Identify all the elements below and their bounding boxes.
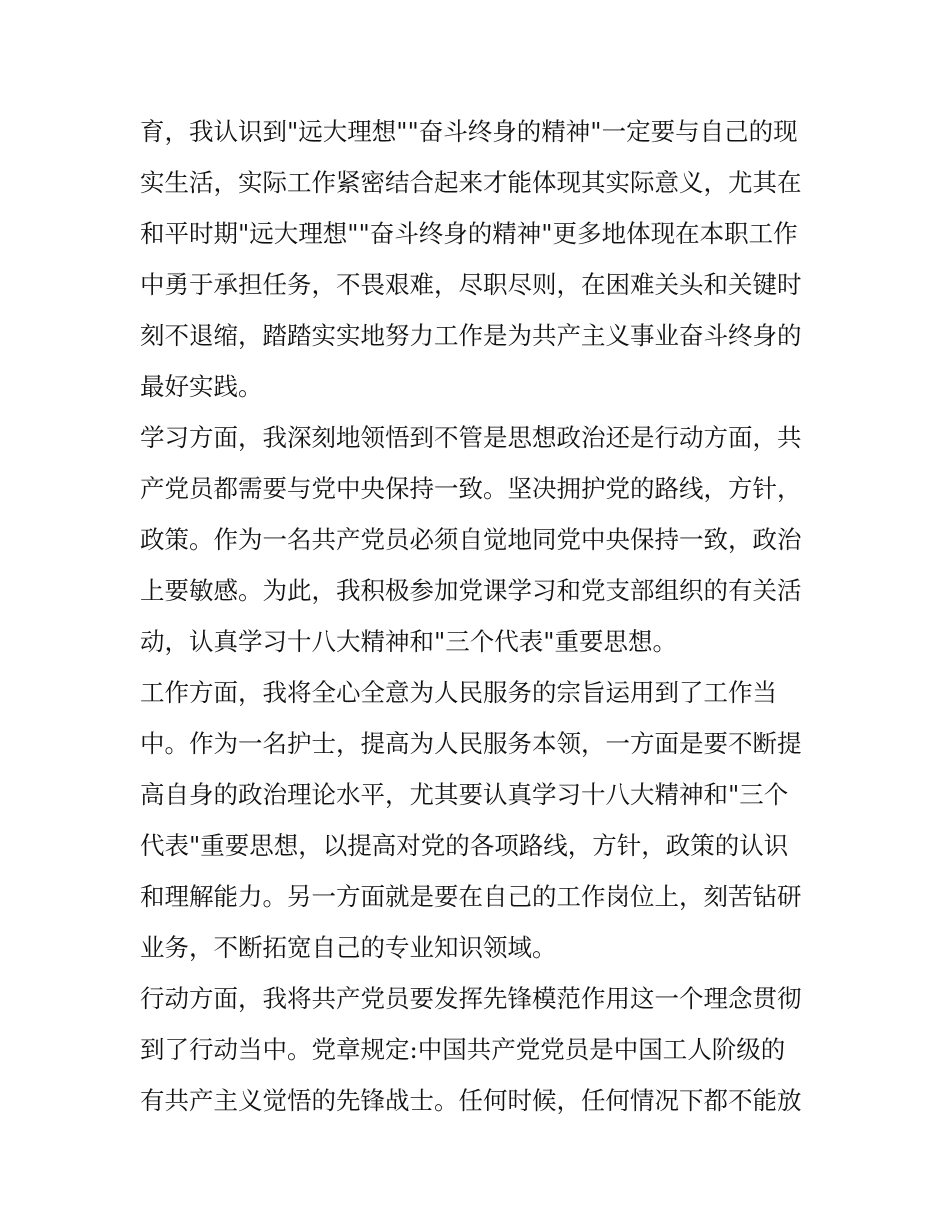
text-line: 和平时期"远大理想""奋斗终身的精神"更多地体现在本职工作: [140, 219, 798, 248]
text-line: 代表"重要思想，以提高对党的各项路线，方针，政策的认识: [140, 831, 789, 860]
text-line: 中。作为一名护士，提高为人民服务本领，一方面是要不断提: [140, 729, 802, 758]
text-line: 中勇于承担任务，不畏艰难，尽职尽则，在困难关头和关键时: [140, 270, 802, 299]
text-line: 动，认真学习十八大精神和"三个代表"重要思想。: [140, 627, 678, 656]
text-line: 育，我认识到"远大理想""奋斗终身的精神"一定要与自己的现: [140, 117, 798, 146]
text-line: 政策。作为一名共产党员必须自觉地同党中央保持一致，政治: [140, 525, 802, 554]
text-line: 刻不退缩，踏踏实实地努力工作是为共产主义事业奋斗终身的: [140, 321, 802, 350]
text-line: 最好实践。: [140, 372, 263, 401]
text-line: 产党员都需要与党中央保持一致。坚决拥护党的路线，方针，: [140, 474, 802, 503]
text-line: 行动方面，我将共产党员要发挥先锋模范作用这一个理念贯彻: [140, 984, 802, 1013]
text-line: 工作方面，我将全心全意为人民服务的宗旨运用到了工作当: [140, 678, 777, 707]
text-line: 上要敏感。为此，我积极参加党课学习和党支部组织的有关活: [140, 576, 802, 605]
text-line: 高自身的政治理论水平，尤其要认真学习十八大精神和"三个: [140, 780, 789, 809]
text-line: 实生活，实际工作紧密结合起来才能体现其实际意义，尤其在: [140, 168, 802, 197]
body-text: [140, 106, 820, 1126]
text-line: 和理解能力。另一方面就是要在自己的工作岗位上，刻苦钻研: [140, 882, 802, 911]
text-line: 有共产主义觉悟的先锋战士。任何时候，任何情况下都不能放: [140, 1086, 802, 1115]
text-line: 到了行动当中。党章规定:中国共产党党员是中国工人阶级的: [140, 1035, 786, 1064]
text-line: 业务，不断拓宽自己的专业知识领域。: [140, 933, 557, 962]
text-line: 学习方面，我深刻地领悟到不管是思想政治还是行动方面，共: [140, 423, 802, 452]
